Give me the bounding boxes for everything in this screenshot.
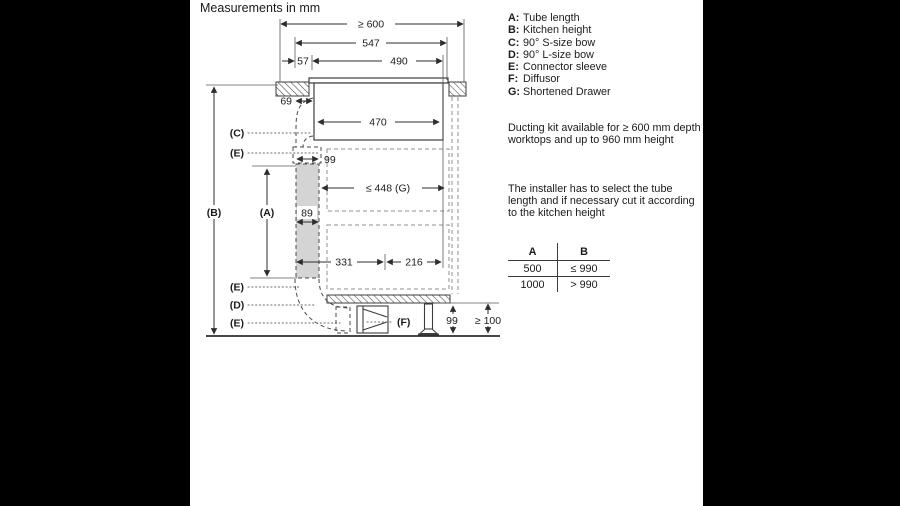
- legend-label: Tube length: [523, 12, 580, 24]
- hob-top-plate: [309, 78, 448, 83]
- cell-A2: 1000: [508, 277, 558, 293]
- diffusor-box: [357, 306, 388, 333]
- dim-text-331: 331: [335, 256, 353, 269]
- s-bow-inner: [303, 136, 313, 147]
- legend-key: E:: [508, 61, 519, 74]
- cell-B2: > 990: [570, 278, 598, 291]
- content-sheet: [190, 0, 703, 506]
- legend-label: Shortened Drawer: [523, 85, 611, 98]
- dim-547: [296, 37, 446, 50]
- legend-label: 90° L-size bow: [523, 48, 594, 61]
- dim-99-lower: [446, 306, 458, 333]
- legend-label: Connector sleeve: [523, 61, 608, 74]
- legend-key: A:: [508, 12, 520, 24]
- legend-label: 90° S-size bow: [523, 36, 596, 49]
- shortened-drawer-G: [327, 149, 449, 211]
- legend-key: B:: [508, 24, 520, 37]
- dim-text-547: 547: [362, 37, 380, 50]
- label-F: (F): [397, 316, 411, 329]
- label-A: (A): [259, 207, 275, 219]
- table-header-A: A: [508, 243, 558, 261]
- dim-B-kitchen-height: [200, 87, 228, 334]
- legend-key: G:: [508, 85, 520, 98]
- tube-A: [296, 164, 319, 278]
- dim-text-99-upper: 99: [324, 154, 336, 166]
- dim-depth-600: [281, 18, 463, 31]
- connector-sleeve-top: [293, 147, 321, 163]
- dim-text-216: 216: [405, 256, 423, 269]
- dim-text-470: 470: [369, 116, 387, 129]
- dim-448-G: [322, 182, 444, 195]
- dim-490: [313, 55, 442, 68]
- label-B: (B): [206, 207, 222, 219]
- dim-min-100: [475, 304, 501, 333]
- label-E-upper: (E): [230, 147, 244, 160]
- note-installer: The installer has to select the tube length and if necessary cut it according to the kitchen height: [508, 183, 695, 219]
- label-C: (C): [229, 127, 245, 140]
- legend-label: Diffusor: [523, 73, 561, 86]
- legend-key: F:: [508, 73, 519, 86]
- worktop-hatch-left: [276, 82, 309, 96]
- hob-unit: [309, 78, 448, 140]
- label-D: (D): [229, 299, 245, 312]
- note-ducting-kit: Ducting kit available for ≥ 600 mm depth worktops and up to 960 mm height: [508, 122, 701, 146]
- dim-text-490: 490: [390, 55, 408, 68]
- dim-text-69: 69: [280, 95, 292, 108]
- dim-text-57: 57: [297, 55, 309, 68]
- l-bow-duct: [295, 279, 350, 333]
- l-bow-inner: [319, 279, 349, 308]
- hob-body: [314, 83, 443, 140]
- dim-57: [282, 56, 309, 68]
- dim-text-100: ≥ 100: [474, 315, 502, 327]
- legend-key: D:: [508, 48, 520, 61]
- installation-diagram: [190, 0, 703, 506]
- s-bow-outer: [296, 98, 313, 147]
- diffusor: [357, 306, 388, 333]
- cell-A1: 500: [508, 261, 558, 277]
- leg-shaft: [425, 304, 433, 329]
- worktop-hatch-right: [449, 82, 466, 96]
- cabinet-leg: [418, 304, 439, 336]
- label-E-lower: (E): [230, 317, 244, 330]
- dim-216: [387, 256, 441, 269]
- plinth-panel: [327, 295, 450, 303]
- dim-69: [280, 96, 312, 108]
- dim-A-tube-length: [253, 169, 281, 276]
- table-header-B: B: [558, 243, 611, 261]
- dim-text-99-lower: 99: [446, 315, 458, 327]
- page-title: Measurements in mm: [200, 1, 321, 15]
- dim-text-89: 89: [301, 207, 313, 220]
- legend-key: C:: [508, 36, 520, 49]
- connector-sleeve-bottom: [336, 307, 350, 333]
- cell-B1: ≤ 990: [558, 261, 611, 277]
- legend-label: Kitchen height: [523, 24, 592, 37]
- dim-text-448: ≤ 448 (G): [365, 182, 411, 195]
- dim-text-600: ≥ 600: [357, 18, 385, 31]
- label-E-middle: (E): [230, 281, 244, 294]
- leg-foot: [420, 329, 437, 334]
